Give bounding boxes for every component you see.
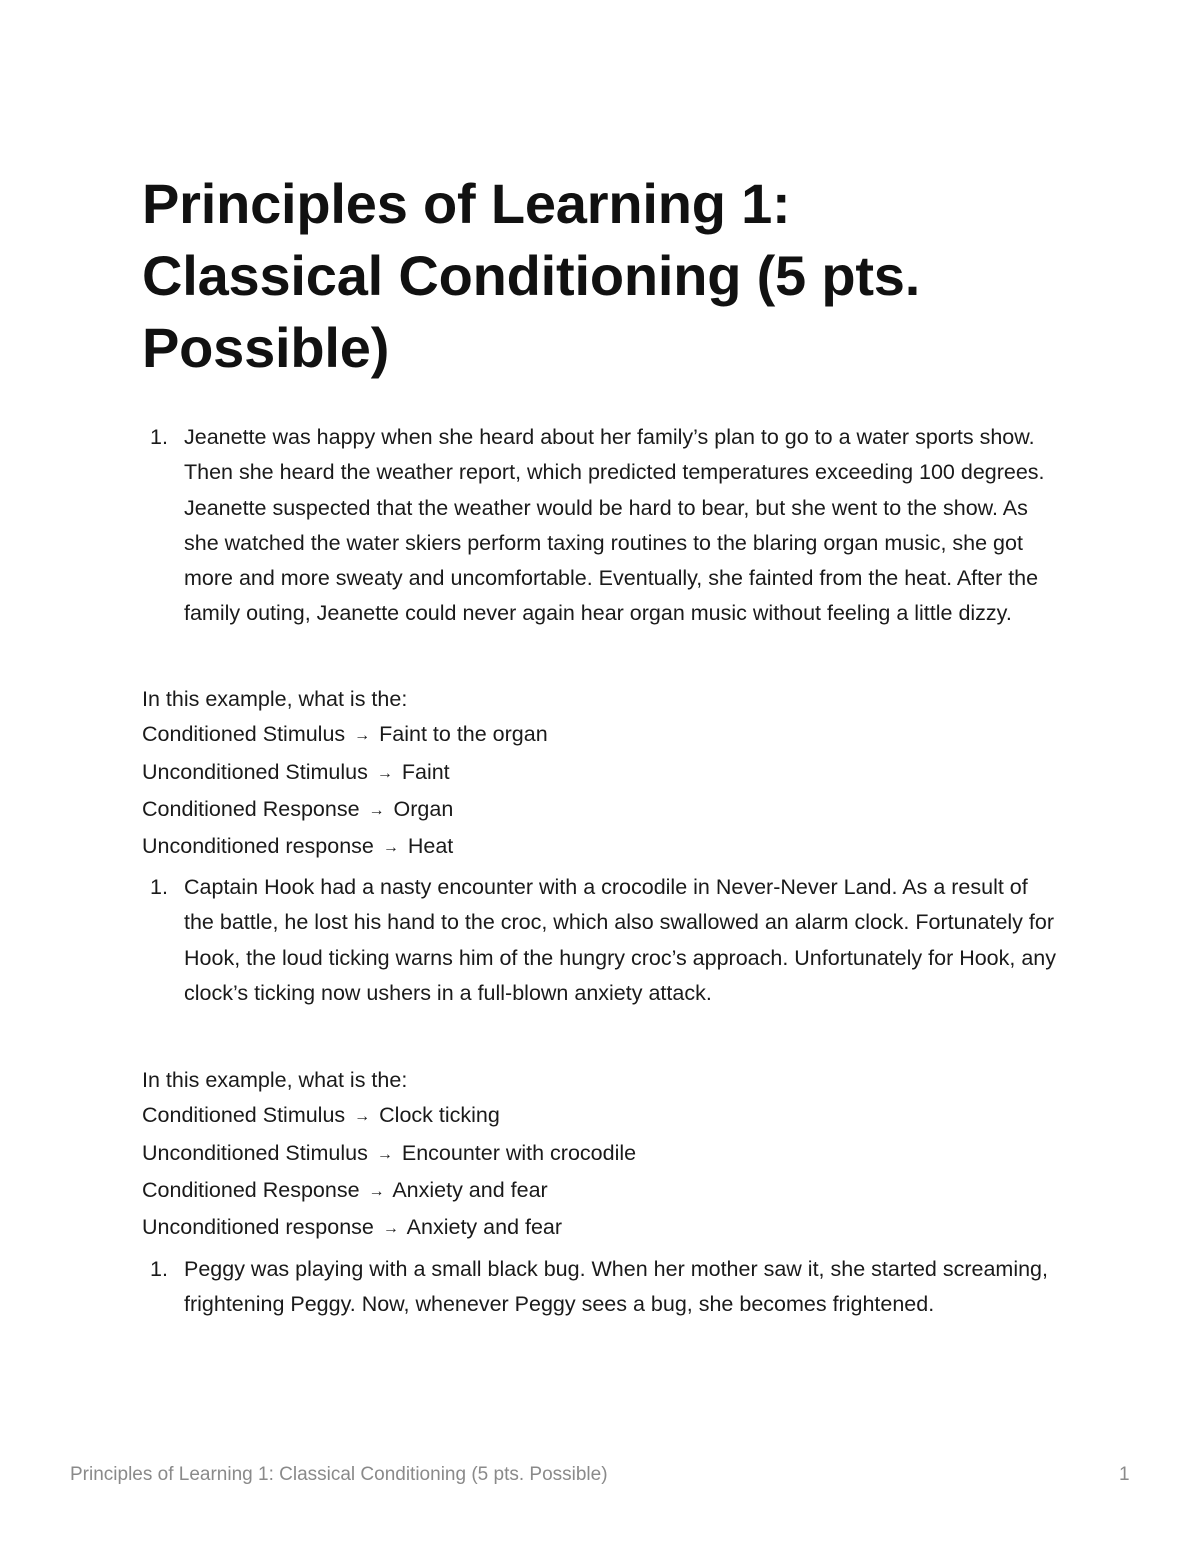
answer-row-unconditioned-response xyxy=(142,1210,1062,1247)
answer-label: Unconditioned Stimulus xyxy=(142,1140,368,1165)
answer-value: Anxiety and fear xyxy=(406,1215,563,1240)
answer-label: Unconditioned Stimulus xyxy=(142,759,368,784)
answer-label: Conditioned Response xyxy=(142,796,360,821)
arrow-right-icon: → xyxy=(376,1145,393,1163)
answer-prompt: In this example, what is the: xyxy=(142,687,408,711)
arrow-right-icon: → xyxy=(354,1108,371,1126)
question-2 xyxy=(142,870,1062,1011)
answer-row-unconditioned-response xyxy=(142,829,1062,866)
answer-value: Faint xyxy=(401,759,450,784)
arrow-right-icon: → xyxy=(354,727,371,745)
answer-label: Conditioned Response xyxy=(142,1177,360,1202)
arrow-right-icon: → xyxy=(382,1220,399,1238)
answers-block-2 xyxy=(142,1063,1062,1247)
question-1 xyxy=(142,420,1062,632)
answers-block-1 xyxy=(142,682,1062,866)
answer-label: Conditioned Stimulus xyxy=(142,1103,346,1128)
arrow-right-icon: → xyxy=(376,764,393,782)
answer-value: Heat xyxy=(407,834,454,859)
answer-row-unconditioned-stimulus xyxy=(142,1136,1062,1173)
answer-value: Anxiety and fear xyxy=(392,1177,548,1202)
footer-page-number: 1 xyxy=(1119,1464,1130,1485)
answer-row-unconditioned-stimulus xyxy=(142,755,1062,792)
page-title: Principles of Learning 1: Classical Conditioning (5 pts. Possible) xyxy=(142,172,921,379)
answer-label: Unconditioned response xyxy=(142,834,374,859)
answer-row-conditioned-stimulus xyxy=(142,1098,1062,1135)
question-number: 1. xyxy=(150,875,168,899)
arrow-right-icon: → xyxy=(368,801,385,819)
answer-value: Encounter with crocodile xyxy=(401,1140,637,1165)
question-number: 1. xyxy=(150,1257,168,1281)
footer-title: Principles of Learning 1: Classical Conditioning (5 pts. Possible) xyxy=(70,1464,608,1485)
question-3 xyxy=(142,1252,1062,1323)
answer-label: Unconditioned response xyxy=(142,1215,374,1240)
answer-row-conditioned-response xyxy=(142,792,1062,829)
question-number: 1. xyxy=(150,425,168,449)
arrow-right-icon: → xyxy=(382,839,399,857)
answer-value: Clock ticking xyxy=(379,1103,500,1128)
answer-row-conditioned-response xyxy=(142,1173,1062,1210)
arrow-right-icon: → xyxy=(368,1182,385,1200)
question-text: Jeanette was happy when she heard about her family’s plan to go to a water sports show. Then she heard the weather report, which predicted temperatures exceeding 100 degrees. Jeanette suspected that the weather would be hard to bear, but she went to the show. As she watched the water skiers perform taxing routines to the blaring organ music, she got more and more sweaty and uncomfortable. Eventually, she fainted from the heat. After the family outing, Jeanette could never again hear organ music without feeling a little dizzy. xyxy=(184,425,1045,626)
answer-prompt: In this example, what is the: xyxy=(142,1068,408,1092)
answer-value: Organ xyxy=(393,796,454,821)
answer-label: Conditioned Stimulus xyxy=(142,722,346,747)
answer-row-conditioned-stimulus xyxy=(142,717,1062,754)
question-text: Peggy was playing with a small black bug. When her mother saw it, she started screaming, frightening Peggy. Now, whenever Peggy sees a bug, she becomes frightened. xyxy=(184,1257,1048,1317)
question-text: Captain Hook had a nasty encounter with a crocodile in Never-Never Land. As a result of the battle, he lost his hand to the croc, which also swallowed an alarm clock. Fortunately for Hook, the loud ticking warns him of the hungry croc’s approach. Unfortunately for Hook, any clock’s ticking now ushers in a full-blown anxiety attack. xyxy=(184,875,1056,1005)
answer-value: Faint to the organ xyxy=(379,722,548,747)
